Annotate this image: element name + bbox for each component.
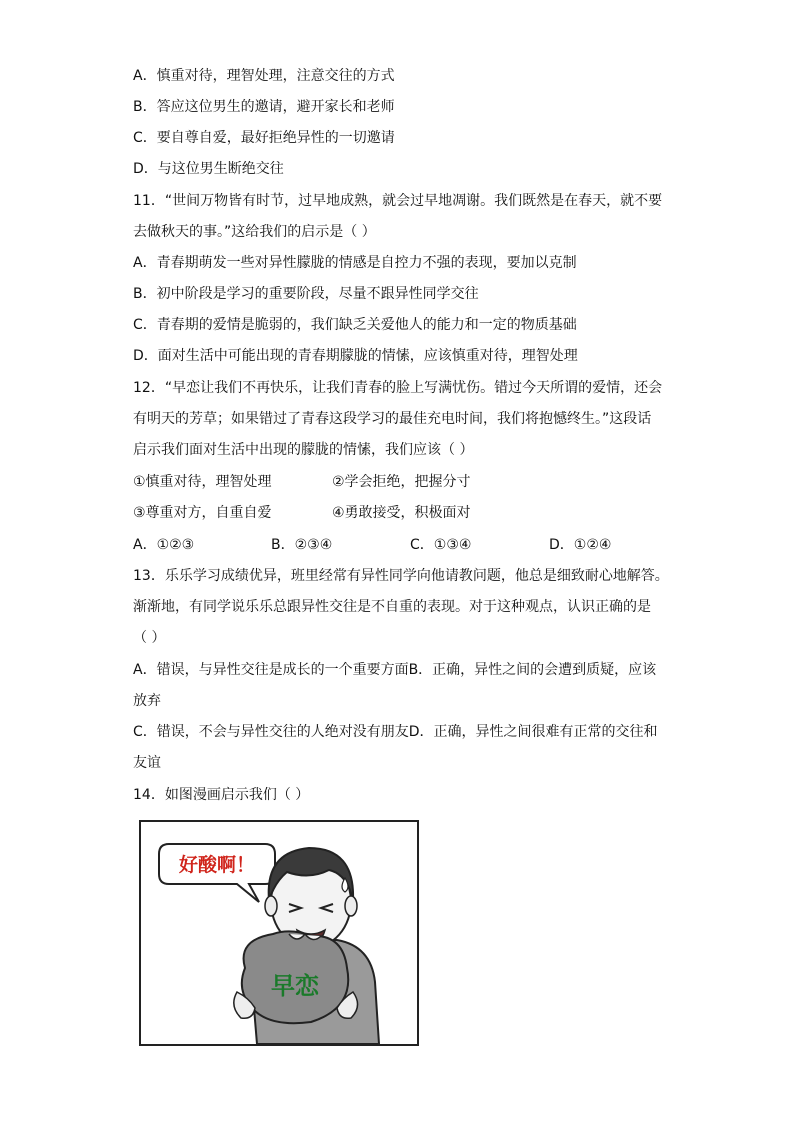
q10-option-d: D．与这位男生断绝交往 [133, 161, 284, 177]
q12-option-a: A．①②③ [133, 537, 195, 553]
q14-stem: 14．如图漫画启示我们（ ） [133, 787, 310, 803]
q10-option-a: A．慎重对待，理智处理，注意交往的方式 [133, 68, 395, 84]
sour-fruit [242, 931, 348, 1023]
comic-illustration [141, 822, 417, 1044]
q13-options-cd-line2: 友谊 [133, 755, 161, 771]
q13-options-cd-line1: C．错误，不会与异性交往的人绝对没有朋友D．正确，异性之间很难有正常的交往和 [133, 724, 658, 740]
q11-option-d: D．面对生活中可能出现的青春期朦胧的情愫，应该慎重对待，理智处理 [133, 348, 578, 364]
q10-option-c: C．要自尊自爱，最好拒绝异性的一切邀请 [133, 130, 395, 146]
q13-options-ab-line2: 放弃 [133, 693, 161, 709]
q12-stem-line2: 有明天的芳草；如果错过了青春这段学习的最佳充电时间，我们将抱憾终生。”这段话 [133, 411, 652, 427]
q12-item-2: ②学会拒绝，把握分寸 [332, 474, 471, 490]
q12-item-1: ①慎重对待，理智处理 [133, 474, 272, 490]
q11-option-a: A．青春期萌发一些对异性朦胧的情感是自控力不强的表现，要加以克制 [133, 255, 577, 271]
q12-stem-line1: 12．“早恋让我们不再快乐，让我们青春的脸上写满忧伤。错过今天所谓的爱情，还会 [133, 380, 663, 396]
speech-bubble [159, 844, 275, 902]
q12-option-c: C．①③④ [410, 537, 472, 553]
q11-stem-line2: 去做秋天的事。”这给我们的启示是（ ） [133, 224, 376, 240]
q12-item-4: ④勇敢接受，积极面对 [332, 505, 471, 521]
q11-option-b: B．初中阶段是学习的重要阶段，尽量不跟异性同学交往 [133, 286, 479, 302]
speech-bubble-text: 好酸啊！ [178, 854, 256, 876]
q12-option-b: B．②③④ [271, 537, 333, 553]
fruit-label-text: 早恋 [271, 972, 319, 1000]
q13-stem-line1: 13．乐乐学习成绩优异，班里经常有异性同学向他请教问题，他总是细致耐心地解答。 [133, 568, 669, 584]
q13-stem-line3: （ ） [133, 630, 166, 646]
q11-option-c: C．青春期的爱情是脆弱的，我们缺乏关爱他人的能力和一定的物质基础 [133, 317, 577, 333]
q10-option-b: B．答应这位男生的邀请，避开家长和老师 [133, 99, 395, 115]
q13-stem-line2: 渐渐地，有同学说乐乐总跟异性交往是不自重的表现。对于这种观点，认识正确的是 [133, 599, 651, 615]
q12-option-d: D．①②④ [549, 537, 612, 553]
q11-stem-line1: 11．“世间万物皆有时节，过早地成熟，就会过早地凋谢。我们既然是在春天，就不要 [133, 193, 663, 209]
q13-options-ab-line1: A．错误，与异性交往是成长的一个重要方面B．正确，异性之间的会遭到质疑，应该 [133, 662, 657, 678]
q12-stem-line3: 启示我们面对生活中出现的朦胧的情愫，我们应该（ ） [133, 442, 474, 458]
q14-comic-image [139, 820, 419, 1046]
q12-item-3: ③尊重对方，自重自爱 [133, 505, 272, 521]
